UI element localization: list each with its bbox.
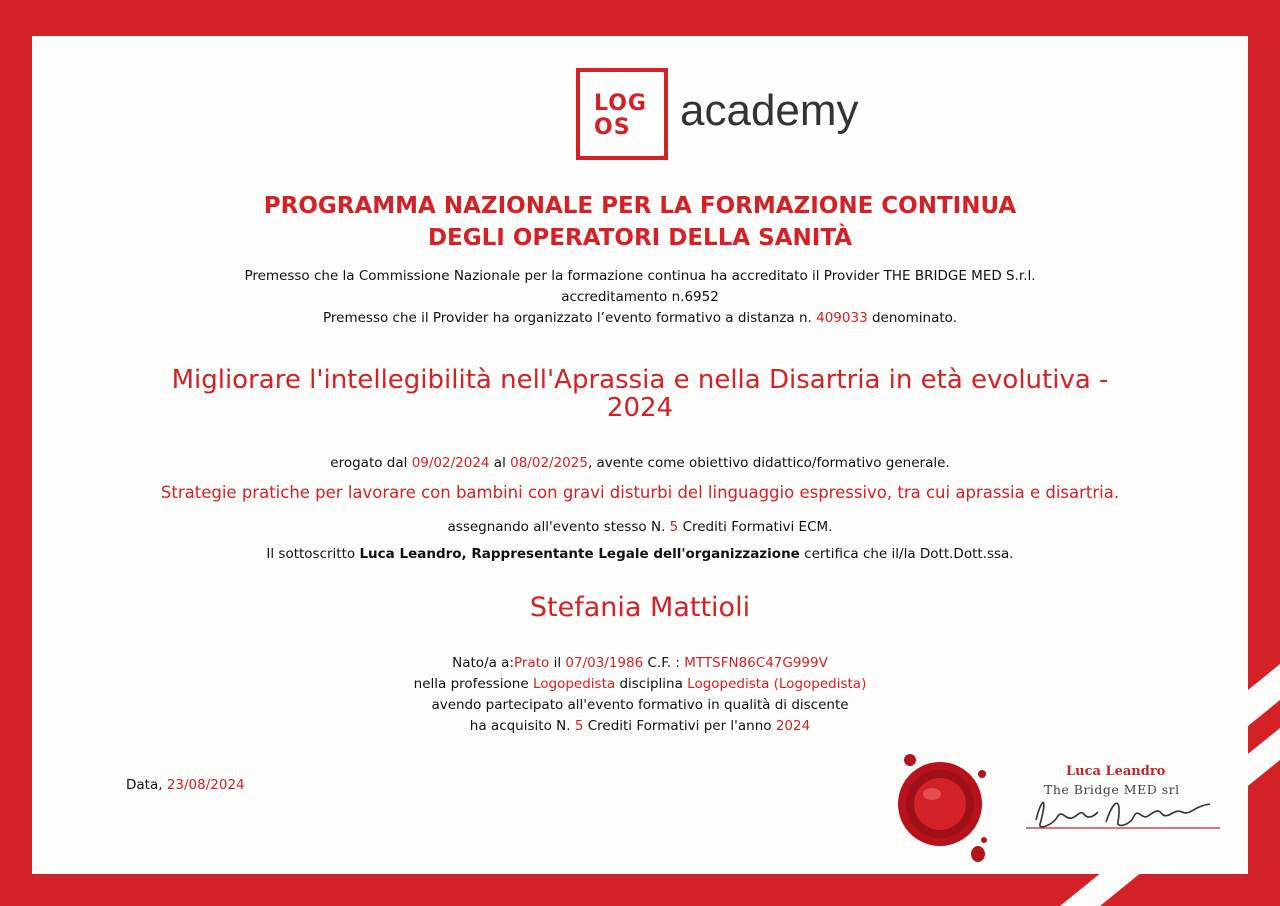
- handwritten-signature: [1022, 786, 1222, 836]
- birthplace: Prato: [514, 655, 550, 671]
- participant-profession: [32, 674, 1248, 695]
- fiscal-code: MTTSFN86C47G999V: [684, 655, 828, 671]
- date-label: Data,: [126, 777, 163, 793]
- premise-line-1: Premesso che la Commissione Nazionale per la formazione continua ha accreditato il Provider THE BRIDGE MED S.r.l.: [244, 268, 1036, 284]
- signatory-suffix: certifica che il/la Dott.Dott.ssa.: [804, 546, 1014, 562]
- credits-year: 2024: [775, 718, 811, 734]
- acquired-prefix: ha acquisito N.: [469, 718, 571, 734]
- signature-company: The Bridge MED srl: [1044, 782, 1180, 797]
- event-title-line-1: Migliorare l'intellegibilità nell'Aprassia e nella Disartria in età evolutiva -: [171, 365, 1109, 395]
- logos-academy-logo: [576, 68, 876, 164]
- logo-letters-top: LOG: [594, 91, 647, 116]
- signatory-statement: [32, 544, 1248, 565]
- date-to: 08/02/2025: [510, 455, 588, 471]
- logo-box: [576, 68, 668, 160]
- dates-middle: al: [493, 455, 506, 471]
- acquired-middle: Crediti Formativi per l'anno: [587, 718, 772, 734]
- participation-line: avendo partecipato all'evento formativo in qualità di discente: [431, 697, 849, 713]
- participant-birth: [32, 653, 1248, 674]
- certificate-page: [32, 36, 1248, 874]
- heading-line-2: DEGLI OPERATORI DELLA SANITÀ: [427, 225, 853, 251]
- premise-line-3: [32, 308, 1248, 329]
- heading-line-1: PROGRAMMA NAZIONALE PER LA FORMAZIONE CONTINUA: [263, 193, 1017, 219]
- profession-label: nella professione: [413, 676, 529, 692]
- premise-line-3-prefix: Premesso che il Provider ha organizzato l’evento formativo a distanza n.: [323, 310, 812, 326]
- credits-suffix: Crediti Formativi ECM.: [682, 519, 833, 535]
- participant-name: Stefania Mattioli: [529, 592, 751, 623]
- certificate-date: [126, 777, 245, 793]
- credits-prefix: assegnando all'evento stesso N.: [447, 519, 666, 535]
- premise-line-2: accreditamento n.6952: [561, 289, 719, 305]
- cf-label: C.F. :: [647, 655, 680, 671]
- event-credits: [32, 517, 1248, 538]
- date-from: 09/02/2024: [411, 455, 490, 471]
- credits-value: 5: [669, 519, 679, 535]
- born-label: Nato/a a:: [452, 655, 514, 671]
- dates-suffix: avente come obiettivo didattico/formativo generale.: [596, 455, 950, 471]
- signatory-name: Luca Leandro, Rappresentante Legale dell'organizzazione: [359, 546, 800, 562]
- dates-comma: ,: [587, 455, 593, 471]
- acquired-credits: 5: [574, 718, 584, 734]
- dates-prefix: erogato dal: [330, 455, 408, 471]
- premise-line-3-suffix: denominato.: [871, 310, 957, 326]
- event-number: 409033: [816, 310, 868, 326]
- logo-wordmark: academy: [680, 86, 859, 135]
- wax-seal-image: [880, 736, 1000, 868]
- event-dates: [32, 453, 1248, 474]
- birthdate: 07/03/1986: [565, 655, 644, 671]
- birth-on-label: il: [553, 655, 562, 671]
- date-value: 23/08/2024: [166, 777, 245, 793]
- logo-letters-bottom: OS: [594, 115, 631, 140]
- discipline: Logopedista (Logopedista): [687, 676, 867, 692]
- event-title: [32, 366, 1248, 422]
- discipline-label: disciplina: [619, 676, 683, 692]
- profession: Logopedista: [532, 676, 616, 692]
- signature-block: [1022, 764, 1222, 854]
- event-title-line-2: 2024: [606, 393, 674, 423]
- signature-name: Luca Leandro: [1066, 764, 1166, 779]
- event-objective: Strategie pratiche per lavorare con bambini con gravi disturbi del linguaggio espressivo, tra cui aprassia e disartria.: [160, 483, 1120, 502]
- acquired-credits-line: [32, 716, 1248, 737]
- signatory-prefix: Il sottoscritto: [266, 546, 356, 562]
